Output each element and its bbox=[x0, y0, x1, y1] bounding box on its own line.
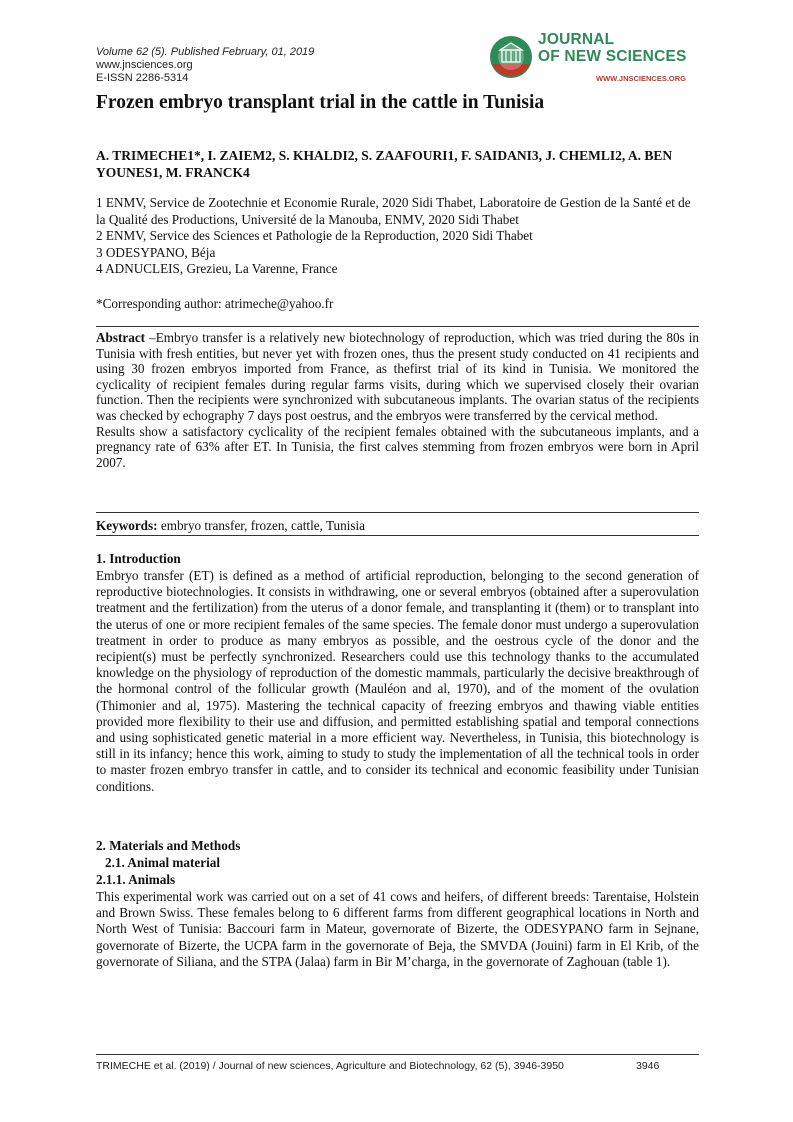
author-list bbox=[96, 147, 702, 181]
affiliation-2: 2 ENMV, Service des Sciences et Pathologie de la Reproduction, 2020 Sidi Thabet bbox=[96, 228, 533, 243]
logo-line-2: OF NEW SCIENCES bbox=[538, 48, 687, 65]
methods-heading: 2. Materials and Methods bbox=[96, 838, 241, 853]
affiliations bbox=[96, 195, 702, 278]
affiliation-3: 3 ODESYPANO, Béja bbox=[96, 244, 216, 260]
subsubsection-animals: 2.1.1. Animals bbox=[96, 872, 176, 887]
methods-text: This experimental work was carried out on a set of 41 cows and heifers, of different breeds: Tarentaise, Holstein and Brown Swiss. These females belong to 6 different farms from different geographical locations in North and North West of Tunisia: Baccouri farm in Mateur, governorate of Bizerte, the ODESYPANO farm in Sejnane, governorate of Bizerte, the UCPA farm in the governorate of Beja, the SMVDA (Jouini) farm in El Krib, of the governorate of Siliana, and the STPA (Jalaa) farm in Bir M’charga, in the governorate of Zaghouan (table 1). bbox=[96, 889, 699, 969]
keywords-label: Keywords: bbox=[96, 518, 158, 533]
affiliation-1: 1 ENMV, Service de Zootechnie et Economie Rurale, 2020 Sidi Thabet, Laboratoire de Gestion de la Santé et de la Qualité des Productions, Université de la Manouba, ENMV, 2020 Sidi Thabet bbox=[96, 195, 691, 227]
abstract-text-2: Results show a satisfactory cyclicality of the recipient females obtained with the subcutaneous implants, and a pregnancy rate of 63% after ET. In Tunisia, the first calves stemming from frozen embryos were born in April 2007. bbox=[96, 423, 699, 470]
subsection-animal-material: 2.1. Animal material bbox=[105, 855, 221, 870]
journal-meta bbox=[96, 46, 314, 85]
website-link[interactable]: www.jnsciences.org bbox=[96, 59, 193, 71]
keywords bbox=[96, 518, 365, 534]
abstract-label: Abstract bbox=[96, 330, 146, 345]
authors-line-1: A. TRIMECHE1*, I. ZAIEM2, S. KHALDI2, S. ZAAFOURI1, F. SAIDANI3, J. CHEMLI2, A. BEN bbox=[96, 148, 673, 163]
page-number: 3946 bbox=[636, 1060, 660, 1072]
keywords-rule bbox=[96, 535, 699, 536]
journal-emblem-icon bbox=[488, 34, 536, 84]
intro-text: Embryo transfer (ET) is defined as a method of artificial reproduction, belonging to the second generation of reproductive biotechnologies. It consists in withdrawing, one or several embryos (obtained after a superovulation treatment and the fertilization) from the uterus of a donor female, and transplanting it (them) or to transplant into the uterus of one or more recipient females of the same species. The female donor must undergo a superovulation treatment in order to produce as many embryos as possible, and the oestrous cycle of the donor and the recipient(s) must be perfectly synchronized. Researchers could use this technology thanks to the accumulated knowledge on the physiology of reproduction of the domestic mammals, particularly the decisive breakthrough of the hormonal control of the follicular growth (Mauléon and al, 1970), and of the moment of the ovulation (Thimonier and al, 1975). Mastering the technical capacity of freezing embryos and thawing viable entities provided more flexibility to their use and diffusion, and permitted establishing spatial and temporal connections and using sophisticated genetic material in a more efficient way. Nevertheless, in Tunisia, this biotechnology is still in its infancy; hence this work, aiming to study to study the implementation of all the technical tools in order to master frozen embryo transfer in cattle, and to consider its technical and economic feasibility under Tunisian conditions. bbox=[96, 568, 699, 794]
keywords-text: embryo transfer, frozen, cattle, Tunisia bbox=[157, 518, 366, 533]
corresponding-author: *Corresponding author: atrimeche@yahoo.fr bbox=[96, 296, 334, 311]
affiliation-4: 4 ADNUCLEIS, Grezieu, La Varenne, France bbox=[96, 261, 338, 276]
intro-heading: 1. Introduction bbox=[96, 551, 181, 566]
issn: E-ISSN 2286-5314 bbox=[96, 72, 189, 84]
logo-line-1: JOURNAL bbox=[538, 31, 615, 48]
abstract-text-1: –Embryo transfer is a relatively new biotechnology of reproduction, which was tried during the 80s in Tunisia with fresh entities, but never yet with frozen ones, thus the present study conducted on 41 recipients and using 30 frozen embryos imported from France, as thefirst trial of its kind in Tunisia. We monitored the cyclicality of recipient females during regular farms visits, during which we supervised closely their ovarian function. Then the recipients were synchronized with subcutaneous implants. The ovarian status of the recipients was checked by echography 7 days post oestrus, and the embryos were transferred by the cervical method. bbox=[96, 330, 699, 423]
page-footer bbox=[96, 1060, 699, 1072]
footer-rule bbox=[96, 1054, 699, 1055]
journal-logo bbox=[488, 30, 700, 88]
paper-title: Frozen embryo transplant trial in the cattle in Tunisia bbox=[96, 92, 545, 113]
abstract bbox=[96, 330, 699, 470]
authors-line-2: YOUNES1, M. FRANCK4 bbox=[96, 165, 250, 180]
abstract-top-rule bbox=[96, 326, 699, 327]
abstract-bottom-rule bbox=[96, 512, 699, 513]
footer-citation: TRIMECHE et al. (2019) / Journal of new sciences, Agriculture and Biotechnology, 62 (5), 3946-3950 bbox=[96, 1060, 564, 1072]
logo-url: WWW.JNSCIENCES.ORG bbox=[596, 74, 687, 83]
logo-wordmark bbox=[538, 31, 687, 65]
volume-info: Volume 62 (5). Published February, 01, 2019 bbox=[96, 46, 315, 58]
